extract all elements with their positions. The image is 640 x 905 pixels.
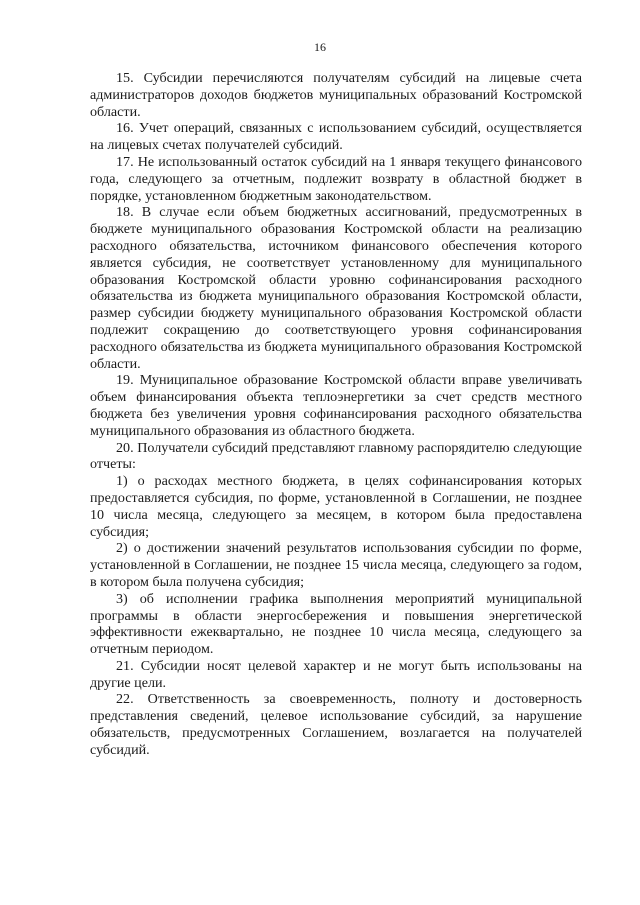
list-item-2: 2) о достижении значений результатов использования субсидии по форме, установленной в Соглашении, не позднее 15 числа месяца, следующего за годом, в котором была получена субсидия; <box>90 540 582 590</box>
paragraph-19: 19. Муниципальное образование Костромской области вправе увеличивать объем финансирования объекта теплоэнергетики за счет средств местного бюджета без увеличения уровня софинансирования расходного обязательства муниципального образования из областного бюджета. <box>90 372 582 439</box>
paragraph-21: 21. Субсидии носят целевой характер и не могут быть использованы на другие цели. <box>90 657 582 691</box>
paragraph-17: 17. Не использованный остаток субсидий на 1 января текущего финансового года, следующего за отчетным, подлежит возврату в областной бюджет в порядке, установленном бюджетным законодательством. <box>90 153 582 204</box>
list-item-3: 3) об исполнении графика выполнения мероприятий муниципальной программы в области энергосбережения и повышения энергетической эффективности ежеквартально, не позднее 10 числа месяца, следующего за отчетным периодом. <box>90 590 582 658</box>
page-number: 16 <box>314 40 326 54</box>
paragraph-16: 16. Учет операций, связанных с использованием субсидий, осуществляется на лицевых счетах получателей субсидий. <box>90 120 582 154</box>
paragraph-20: 20. Получатели субсидий представляют главному распорядителю следующие отчеты: <box>90 439 582 473</box>
paragraph-18: 18. В случае если объем бюджетных ассигнований, предусмотренных в бюджете муниципального образования Костромской области на реализацию расходного обязательства, источником финансового обеспечения которого является субсидия, не соответствует установленному для муниципального образования Костромской области уровню софинансирования расходного обязательства из бюджета муниципального образования Костромской области, размер субсидии бюджету муниципального образования Костромской области подлежит сокращению до соответствующего уровня софинансирования расходного обязательства из бюджета муниципального образования Костромской области. <box>90 204 582 372</box>
document-body <box>90 70 582 759</box>
list-item-1: 1) о расходах местного бюджета, в целях софинансирования которых предоставляется субсидия, по форме, установленной в Соглашении, не позднее 10 числа месяца, следующего за месяцем, в котором была предоставлена субсидия; <box>90 473 582 540</box>
paragraph-15: 15. Субсидии перечисляются получателям субсидий на лицевые счета администраторов доходов бюджетов муниципальных образований Костромской области. <box>90 70 582 120</box>
paragraph-22: 22. Ответственность за своевременность, полноту и достоверность представления сведений, целевое использование субсидий, за нарушение обязательств, предусмотренных Соглашением, возлагается на получателей субсидий. <box>90 691 582 758</box>
